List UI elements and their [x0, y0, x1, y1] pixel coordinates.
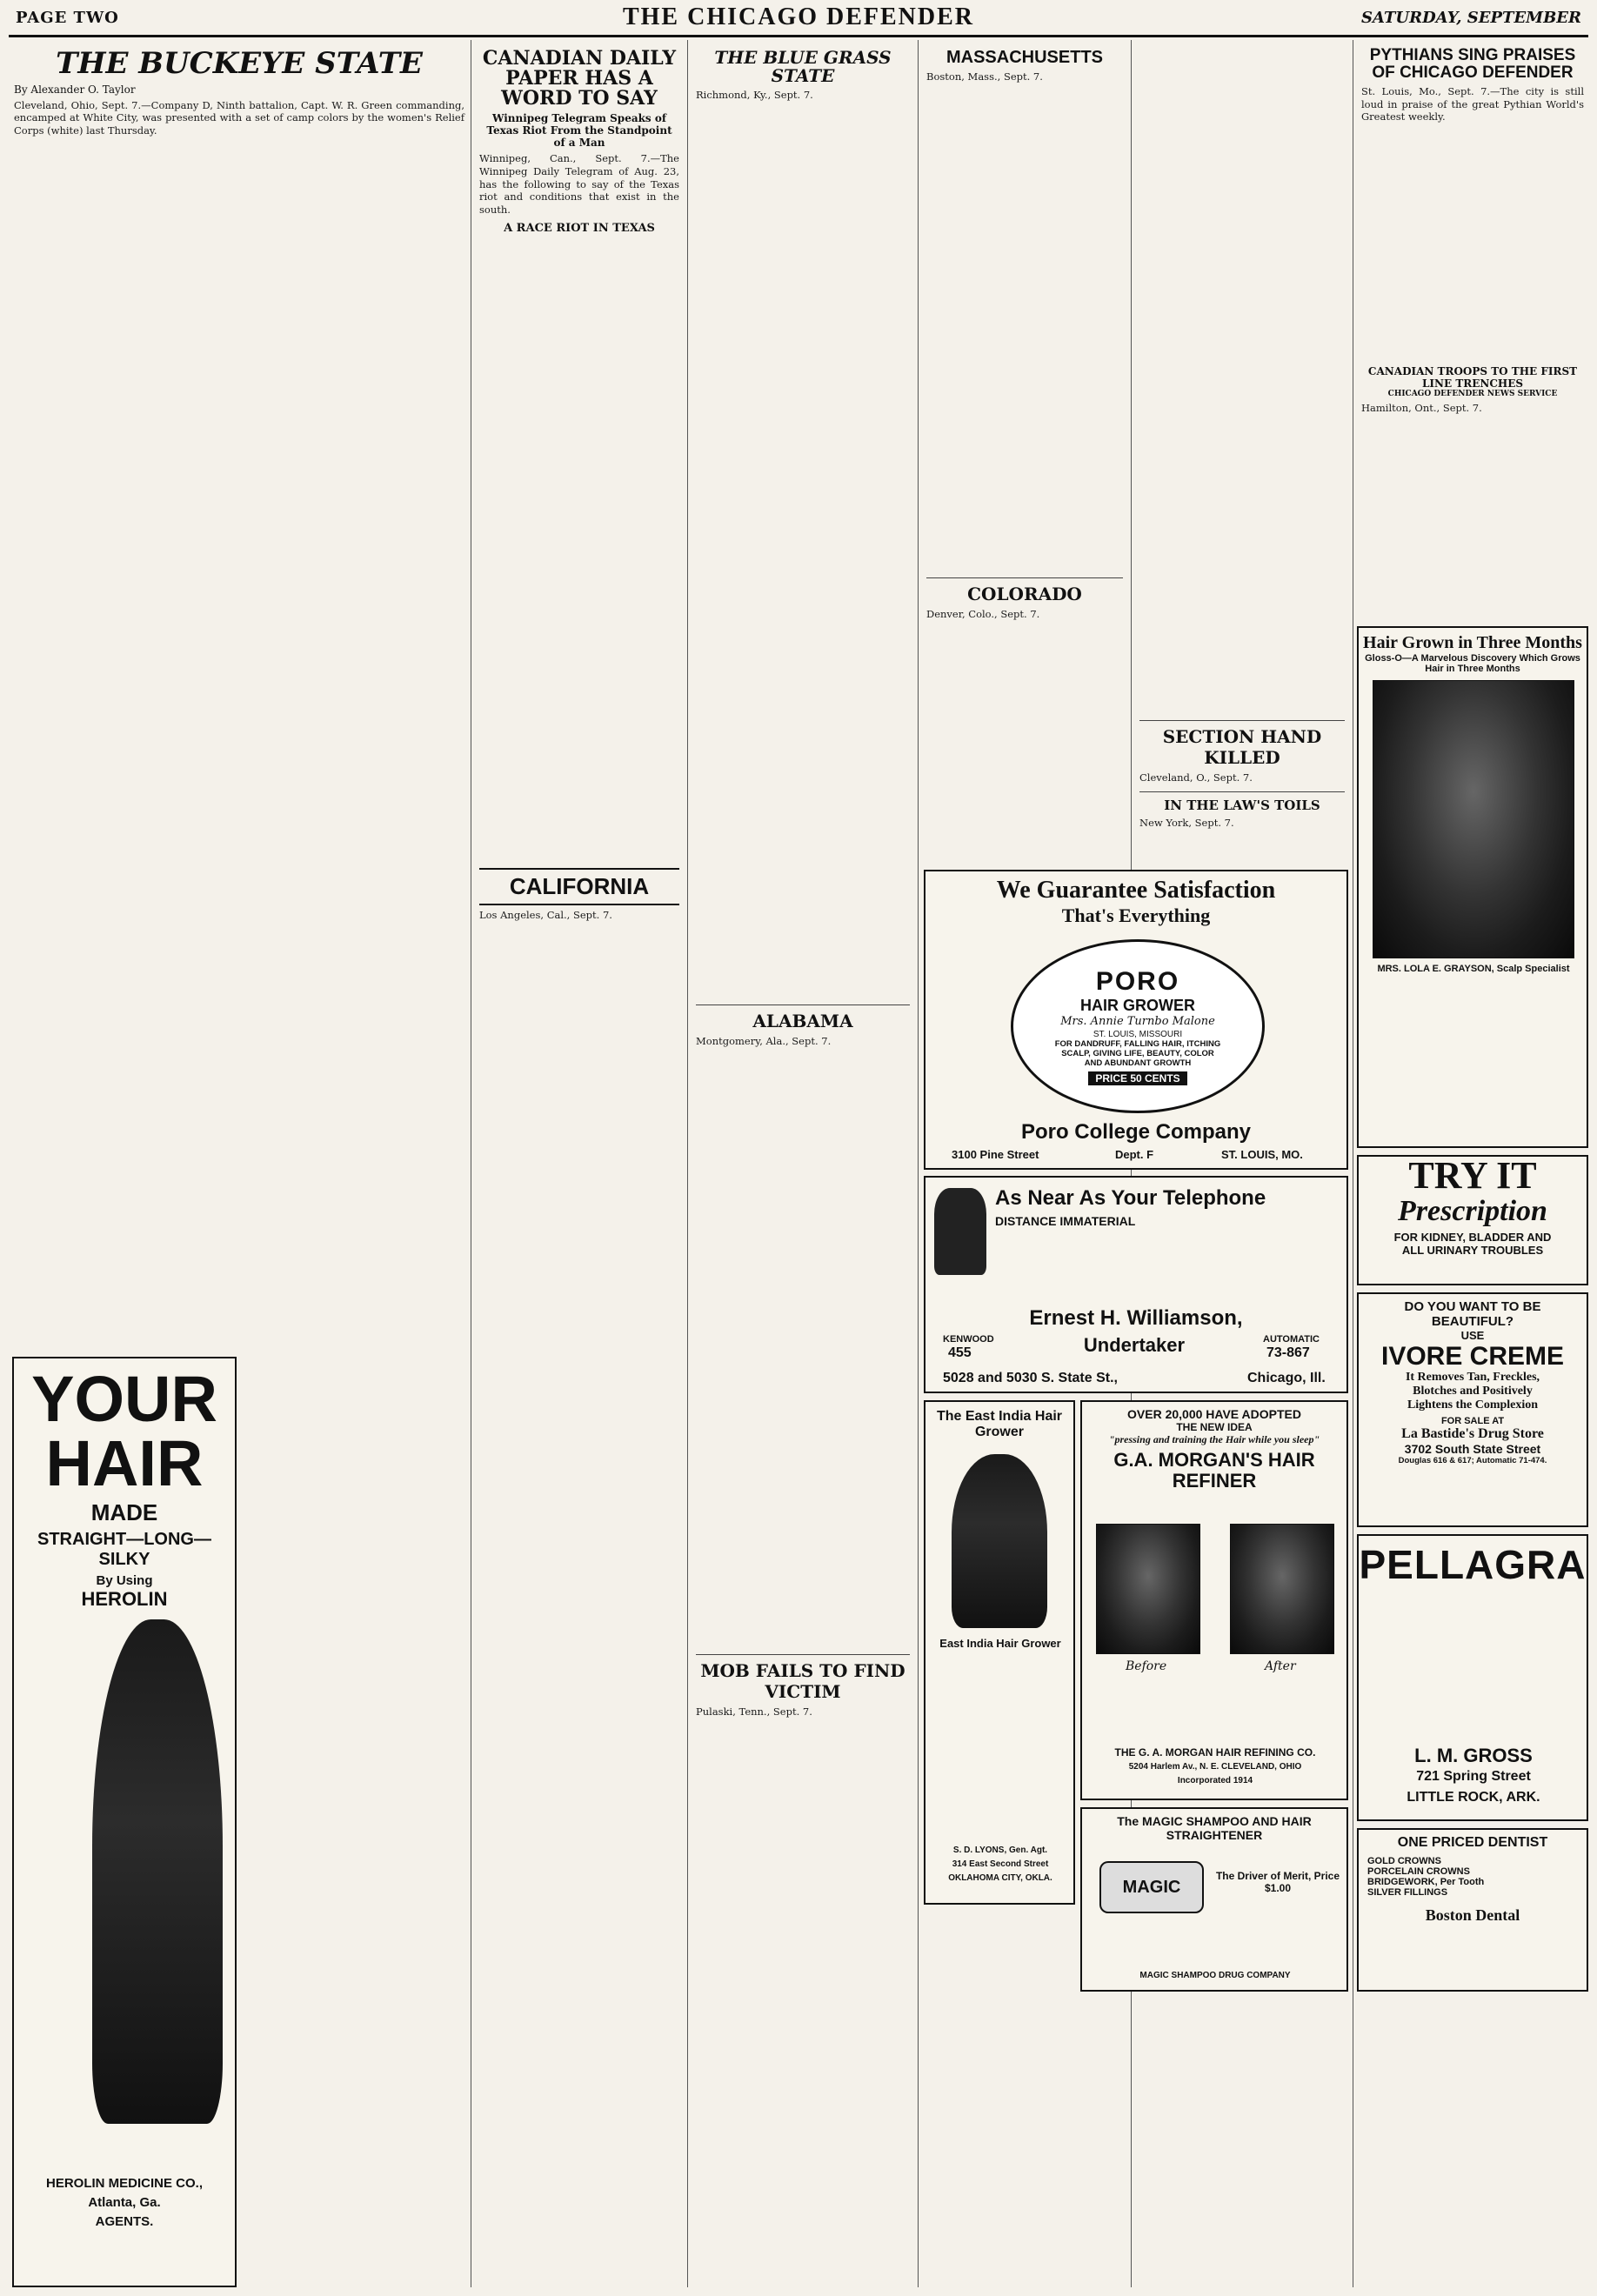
ad-herolin-line4: STRAIGHT—LONG—SILKY [37, 1530, 211, 1569]
ad-williamson-name: Ernest H. Williamson, [1029, 1306, 1243, 1330]
ad-hair-grown [1357, 626, 1588, 1148]
ad-ivore-line: FOR SALE AT [1440, 1416, 1505, 1426]
ad-east-india [924, 1400, 1075, 1905]
ad-magic-headline: The MAGIC SHAMPOO AND HAIR STRAIGHTENER [1117, 1814, 1312, 1842]
before-portrait [1096, 1524, 1200, 1654]
article-body: Winnipeg, Can., Sept. 7.—The Winnipeg Daily Telegram of Aug. 23, has the following to say of the Texas riot and conditions that exist in the south. [479, 152, 679, 217]
ad-try-it-headline: TRY IT [1408, 1155, 1537, 1197]
article-headline-alabama: ALABAMA [696, 1004, 910, 1031]
ad-hair-grown-subheadline: Gloss-O—A Marvelous Discovery Which Grows Hair in Three Months [1365, 653, 1580, 674]
ad-dentist [1357, 1828, 1588, 1992]
article-buckeye-continued [244, 1357, 468, 2287]
ad-morgan-footer: Incorporated 1914 [1177, 1776, 1253, 1785]
ad-magic-company: MAGIC SHAMPOO DRUG COMPANY [1139, 1971, 1291, 1980]
ad-poro-address: 3100 Pine Street [952, 1148, 1039, 1161]
poro-badge-city: ST. LOUIS, MISSOURI [1093, 1030, 1183, 1039]
article-headline: THE BUCKEYE STATE [56, 46, 423, 81]
article-body: Richmond, Ky., Sept. 7. [696, 89, 813, 101]
ad-dentist-line: GOLD CROWNS [1367, 1856, 1441, 1866]
column-5 [921, 40, 1128, 988]
article-body: Denver, Colo., Sept. 7. [926, 607, 1040, 620]
ad-herolin [12, 1357, 237, 2287]
ad-williamson-address: 5028 and 5030 S. State St., [943, 1371, 1118, 1385]
ad-ivore-line: BEAUTIFUL? [1431, 1314, 1514, 1329]
article-headline-california: CALIFORNIA [479, 868, 679, 905]
article-subheadline: CHICAGO DEFENDER NEWS SERVICE [1387, 390, 1558, 399]
ad-ivore-brand: IVORE CREME [1380, 1342, 1565, 1371]
ad-morgan-subbanner: THE NEW IDEA [1176, 1421, 1253, 1433]
ad-ivore [1357, 1292, 1588, 1527]
article-body: Cleveland, Ohio, Sept. 7.—Company D, Ninth battalion, Capt. W. R. Green commanding, encamped at White City, was presented with a set of camp colors by the women's Relief Corps (white) last Thursday. [14, 98, 464, 137]
ad-ivore-line: DO YOU WANT TO BE [1404, 1299, 1541, 1314]
ad-east-india-city: OKLAHOMA CITY, OKLA. [948, 1873, 1052, 1883]
ad-ivore-line: Lightens the Complexion [1407, 1398, 1539, 1412]
article-body: Montgomery, Ala., Sept. 7. [696, 1034, 832, 1047]
ad-magic-tagline: The Driver of Merit, Price $1.00 [1215, 1870, 1340, 1894]
ad-ivore-address: 3702 South State Street [1404, 1442, 1541, 1456]
article-headline-laws-toils: IN THE LAW'S TOILS [1139, 791, 1345, 813]
portrait-photo [952, 1454, 1047, 1628]
column-divider [918, 40, 919, 2287]
ad-east-india-address: 314 East Second Street [952, 1859, 1049, 1869]
ad-morgan-after: After [1265, 1659, 1296, 1673]
ad-poro-dept: Dept. F [1115, 1148, 1154, 1161]
ad-try-it-line: ALL URINARY TROUBLES [1401, 1244, 1544, 1258]
hair-illustration [92, 1619, 223, 2124]
ad-williamson [924, 1176, 1348, 1393]
ad-dentist-headline: ONE PRICED DENTIST [1397, 1835, 1548, 1850]
article-headline-canadian: CANADIAN DAILY PAPER HAS A WORD TO SAY [482, 47, 677, 110]
article-byline: By Alexander O. Taylor [14, 83, 136, 96]
ad-ivore-line: It Removes Tan, Freckles, [1405, 1371, 1540, 1384]
ad-williamson-title: Undertaker [1083, 1334, 1186, 1356]
ad-pellagra-city: LITTLE ROCK, ARK. [1407, 1790, 1540, 1805]
article-body: Boston, Mass., Sept. 7. [926, 70, 1043, 83]
column-4 [691, 40, 915, 2287]
article-body: Hamilton, Ont., Sept. 7. [1361, 402, 1482, 415]
ad-ivore-line: Blotches and Positively [1413, 1385, 1533, 1398]
ad-poro [924, 870, 1348, 1170]
ad-dentist-line: SILVER FILLINGS [1367, 1887, 1448, 1898]
ad-williamson-kenwood-label: KENWOOD [943, 1334, 994, 1345]
page-label: PAGE TWO [16, 9, 119, 27]
ad-ivore-phone: Douglas 616 & 617; Automatic 71-474. [1398, 1456, 1547, 1465]
column-6 [1134, 40, 1350, 988]
poro-badge-line: AND ABUNDANT GROWTH [1084, 1058, 1192, 1068]
article-subheadline: Winnipeg Telegram Speaks of Texas Riot From the Standpoint of a Man [486, 112, 672, 150]
ad-williamson-city: Chicago, Ill. [1247, 1371, 1326, 1385]
ad-dentist-line: BRIDGEWORK, Per Tooth [1367, 1877, 1485, 1887]
ad-poro-city: ST. LOUIS, MO. [1221, 1148, 1303, 1161]
poro-badge-price: PRICE 50 CENTS [1088, 1071, 1186, 1085]
poro-badge-line: FOR DANDRUFF, FALLING HAIR, ITCHING [1054, 1039, 1221, 1049]
article-headline-bluegrass: THE BLUE GRASS STATE [714, 47, 892, 86]
article-buckeye [9, 40, 470, 1327]
ad-dentist-line: PORCELAIN CROWNS [1367, 1866, 1470, 1877]
ad-herolin-city: Atlanta, Ga. [88, 2195, 161, 2210]
ad-morgan-brand: G.A. MORGAN'S HAIR REFINER [1113, 1449, 1315, 1492]
ad-williamson-auto-label: AUTOMATIC [1263, 1334, 1320, 1345]
ad-east-india-agent: S. D. LYONS, Gen. Agt. [952, 1845, 1048, 1855]
article-body: St. Louis, Mo., Sept. 7.—The city is still loud in praise of the great Pythian World's Greatest weekly. [1361, 84, 1584, 123]
ad-williamson-auto-number: 73-867 [1266, 1345, 1310, 1360]
masthead-rule [9, 35, 1588, 37]
ad-pellagra-address: 721 Spring Street [1416, 1769, 1531, 1784]
column-3 [474, 40, 685, 2287]
ad-pellagra [1357, 1534, 1588, 1821]
ad-poro-headline: We Guarantee Satisfaction [996, 877, 1276, 904]
ad-herolin-brand: HEROLIN [81, 1588, 168, 1610]
poro-badge-mid: HAIR GROWER [1080, 997, 1195, 1014]
ad-pellagra-headline: PELLAGRA [1359, 1542, 1587, 1587]
after-portrait [1230, 1524, 1334, 1654]
article-headline-colorado: COLORADO [926, 577, 1123, 604]
ad-hair-grown-headline: Hair Grown in Three Months [1363, 633, 1582, 652]
ad-morgan-company: THE G. A. MORGAN HAIR REFINING CO. [1114, 1746, 1316, 1759]
ad-herolin-agents: AGENTS. [95, 2214, 154, 2229]
poro-badge-top: PORO [1095, 967, 1180, 996]
poro-badge [1011, 939, 1265, 1113]
ad-herolin-line1: YOUR [31, 1363, 217, 1435]
telephone-icon [934, 1188, 986, 1275]
ad-ivore-line: USE [1460, 1329, 1485, 1342]
article-headline-troops: CANADIAN TROOPS TO THE FIRST LINE TRENCHES [1367, 365, 1578, 390]
article-body: Los Angeles, Cal., Sept. 7. [479, 908, 612, 921]
ad-morgan-address: 5204 Harlem Av., N. E. CLEVELAND, OHIO [1128, 1762, 1302, 1772]
ad-morgan-tagline: "pressing and training the Hair while you sleep" [1108, 1433, 1320, 1445]
ad-herolin-line3: MADE [90, 1499, 158, 1525]
poro-badge-signature: Mrs. Annie Turnbo Malone [1060, 1015, 1215, 1028]
ad-williamson-subheadline: DISTANCE IMMATERIAL [995, 1214, 1136, 1228]
ad-ivore-store: La Bastide's Drug Store [1401, 1426, 1544, 1441]
ad-morgan-before: Before [1126, 1659, 1167, 1673]
article-body: New York, Sept. 7. [1139, 816, 1234, 829]
ad-herolin-company: HEROLIN MEDICINE CO., [45, 2176, 203, 2191]
article-headline-pythians: PYTHIANS SING PRAISES OF CHICAGO DEFENDER [1369, 46, 1576, 82]
article-headline-mob: MOB FAILS TO FIND VICTIM [696, 1654, 910, 1702]
ad-try-it-line: FOR KIDNEY, BLADDER AND [1393, 1231, 1552, 1245]
article-headline-massachusetts: MASSACHUSETTS [946, 48, 1103, 67]
ad-east-india-label: East India Hair Grower [939, 1637, 1061, 1650]
article-headline-section-hand: SECTION HAND KILLED [1139, 720, 1345, 768]
ad-herolin-line5: By Using [96, 1573, 153, 1588]
ad-east-india-headline: The East India Hair Grower [936, 1409, 1063, 1439]
ad-hair-grown-caption: MRS. LOLA E. GRAYSON, Scalp Specialist [1377, 964, 1570, 974]
ad-poro-company: Poro College Company [1020, 1120, 1252, 1144]
ad-williamson-headline: As Near As Your Telephone [995, 1186, 1266, 1210]
masthead [0, 0, 1597, 35]
ad-magic [1080, 1807, 1348, 1992]
ad-morgan-banner: OVER 20,000 HAVE ADOPTED [1127, 1407, 1301, 1421]
ad-dentist-name: Boston Dental [1425, 1906, 1520, 1924]
article-body: Cleveland, O., Sept. 7. [1139, 771, 1253, 784]
column-7 [1356, 40, 1589, 562]
ad-morgan [1080, 1400, 1348, 1800]
ad-try-it-subheadline: Prescription [1398, 1195, 1547, 1227]
column-divider [687, 40, 688, 2287]
date-label: SATURDAY, SEPTEMBER [1361, 9, 1581, 27]
ad-try-it [1357, 1155, 1588, 1285]
section-heading: A RACE RIOT IN TEXAS [504, 221, 655, 235]
ad-herolin-line2: HAIR [45, 1427, 204, 1499]
poro-badge-line: SCALP, GIVING LIFE, BEAUTY, COLOR [1061, 1049, 1214, 1058]
paper-name: THE CHICAGO DEFENDER [622, 3, 975, 30]
hair-product-tin: MAGIC [1099, 1861, 1204, 1913]
portrait-photo [1373, 680, 1574, 958]
article-body: Pulaski, Tenn., Sept. 7. [696, 1705, 812, 1719]
ad-poro-subheadline: That's Everything [1061, 904, 1211, 926]
ad-pellagra-company: L. M. GROSS [1414, 1745, 1533, 1766]
ad-williamson-kenwood-number: 455 [948, 1345, 972, 1360]
